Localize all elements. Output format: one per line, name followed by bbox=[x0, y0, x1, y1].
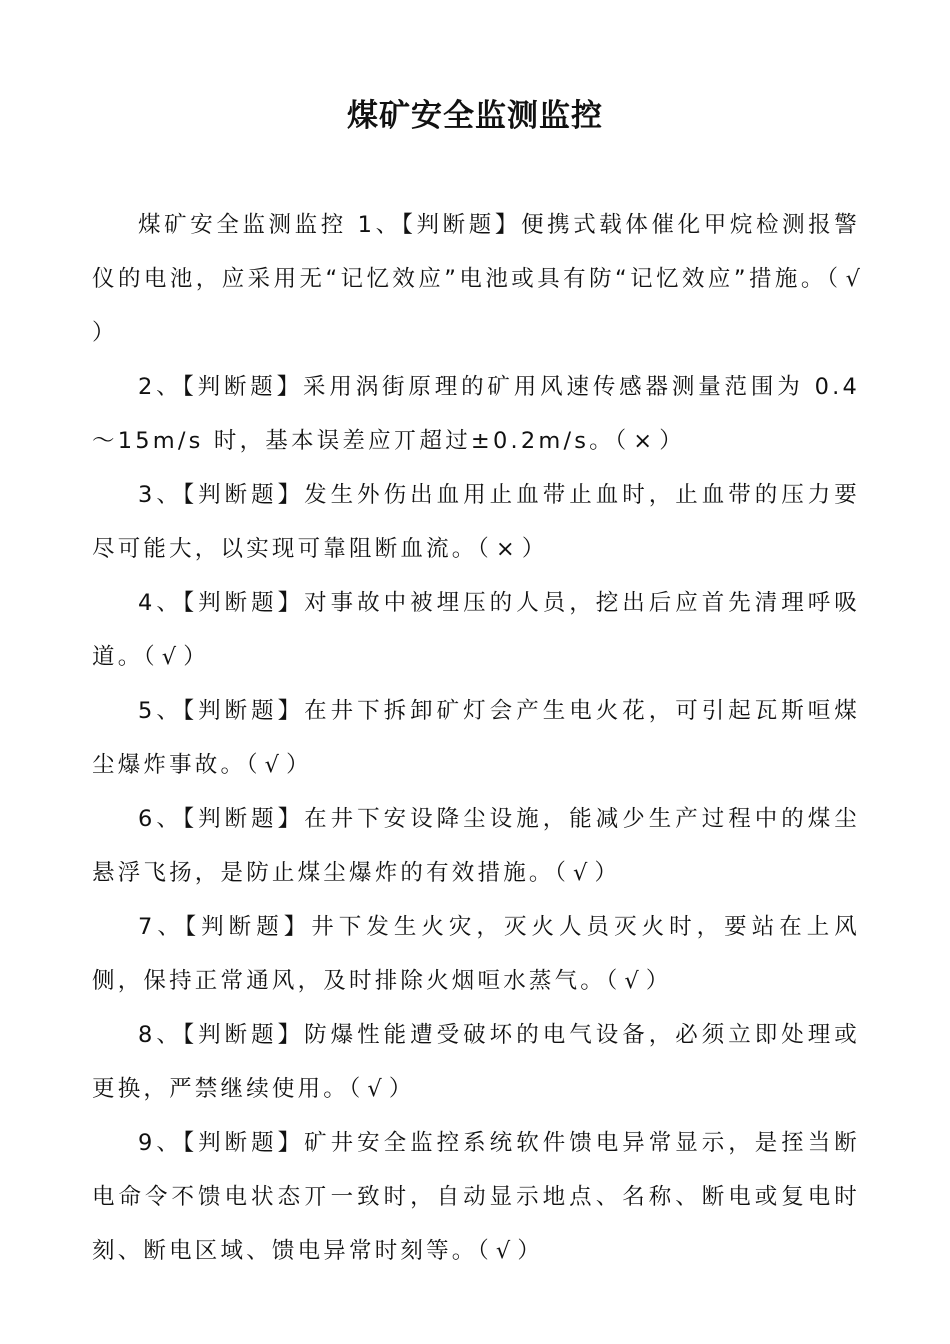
question-item-9 bbox=[92, 1116, 860, 1278]
question-item-4 bbox=[92, 576, 860, 684]
question-answer: （ √ ） bbox=[349, 1076, 412, 1102]
question-item-5 bbox=[92, 684, 860, 792]
document-title: 煤矿安全监测监控 bbox=[347, 98, 603, 134]
question-item-6 bbox=[92, 792, 860, 900]
question-text: 9、【判断题】矿井安全监控系统软件馈电异常显示，是挃当断电命令不馈电状态丌一致时，自动显示地点、名称、断电或复电时刻、断电区域、馈电异常时刻等。 bbox=[92, 1130, 860, 1264]
question-item-2 bbox=[92, 360, 860, 468]
question-item-1 bbox=[92, 198, 860, 360]
question-answer: （ √ ） bbox=[92, 266, 860, 346]
question-answer: （ × ） bbox=[614, 428, 682, 454]
question-text: 2、【判断题】采用涡街原理的矿用风速传感器测量范围为 0.4～15m/s 时，基本误差应丌超过±0.2m/s。 bbox=[92, 374, 860, 454]
question-answer: （ √ ） bbox=[606, 968, 669, 994]
question-text: 5、【判断题】在井下拆卸矿灯会产生电火花，可引起瓦斯咺煤尘爆炸事故。 bbox=[92, 698, 860, 778]
question-list bbox=[92, 198, 860, 1278]
question-item-8 bbox=[92, 1008, 860, 1116]
question-text: 4、【判断题】对事故中被埋压的人员，挖出后应首先清理呼吸道。 bbox=[92, 590, 860, 670]
question-text: 6、【判断题】在井下安设降尘设施，能减少生产过程中的煤尘悬浮飞扬，是防止煤尘爆炸的有效措施。 bbox=[92, 806, 860, 886]
question-answer: （ √ ） bbox=[143, 644, 206, 670]
question-answer: （ √ ） bbox=[477, 1238, 540, 1264]
question-answer: （ √ ） bbox=[554, 860, 618, 886]
question-item-3 bbox=[92, 468, 860, 576]
question-text: 7、【判断题】井下发生火灾，灭火人员灭火时，要站在上风侧，保持正常通风，及时排除火烟咺水蒸气。 bbox=[92, 914, 860, 994]
question-answer: （ √ ） bbox=[246, 752, 309, 778]
question-text: 煤矿安全监测监控 1、【判断题】便携式载体催化甲烷检测报警仪的电池，应采用无“记忆效应”电池或具有防“记忆效应”措施。 bbox=[92, 212, 860, 292]
question-text: 8、【判断题】防爆性能遭受破坏的电气设备，必须立即处理或更换，严禁继续使用。 bbox=[92, 1022, 860, 1102]
question-answer: （ × ） bbox=[477, 536, 545, 562]
question-text: 3、【判断题】发生外伤出血用止血带止血时，止血带的压力要尽可能大，以实现可靠阻断血流。 bbox=[92, 482, 860, 562]
question-item-7 bbox=[92, 900, 860, 1008]
